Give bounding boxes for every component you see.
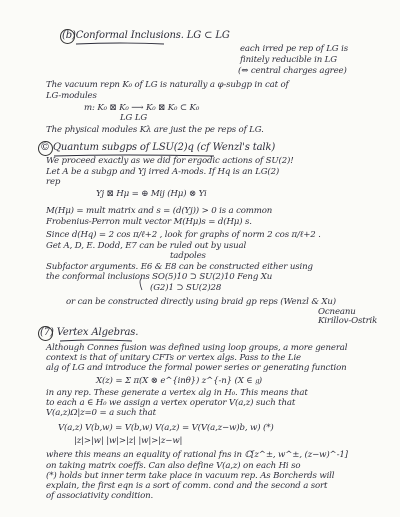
- note-line-21: the conformal inclusions SO(5)10 ⊃ SU(2)10 Feng Xu: [46, 272, 273, 282]
- note-line-27: Although Connes fusion was defined using loop groups, a more general: [46, 343, 348, 353]
- note-line-14: Yj ⊠ Hμ = ⊕ Mij (Hμ) ⊗ Yi: [96, 189, 207, 199]
- note-line-32: to each a ∈ H₀ we assign a vertex operator V(a,z) such that: [46, 398, 296, 408]
- note-line-7: m: K₀ ⊠ K₀ ⟶ K₀ ⊠ K₀ ⊂ K₀: [84, 103, 200, 113]
- note-line-38: (*) holds but inner term take place in vacuum rep. As Borcherds will: [46, 471, 335, 481]
- note-line-19: tadpoles: [170, 251, 206, 261]
- note-line-25: Kirillov-Ostrik: [318, 316, 378, 326]
- note-line-13: rep: [46, 177, 61, 187]
- note-line-1: (b)Conformal Inclusions. LG ⊂ LG: [62, 30, 230, 41]
- note-line-31: in any rep. These generate a vertex alg in H₀. This means that: [46, 388, 308, 398]
- note-line-18: Get A, D, E. Dodd, E7 can be ruled out by usual: [46, 241, 247, 251]
- note-line-15: M(Hμ) = mult matrix and s = (d(Yj)) > 0 is a common: [46, 206, 273, 216]
- note-line-35: |z|>|w| |w|>|z| |w|>|z−w|: [74, 436, 183, 446]
- note-line-5: The vacuum repn K₀ of LG is naturally a φ-subgp in cat of: [46, 80, 289, 90]
- note-line-29: alg of LG and introduce the formal power series or generating function: [46, 363, 347, 373]
- section-c-circle: [38, 141, 53, 156]
- note-line-12: Let A be a subgp and Yj irred A-mods. If Hq is an LG(2): [46, 167, 280, 177]
- note-line-26: (7) Vertex Algebras.: [40, 327, 139, 338]
- note-line-16: Frobenius-Perron mult vector M(Hμ)s = d(Hμ) s.: [46, 217, 252, 227]
- note-line-23: or can be constructed directly using braid gp reps (Wenzl & Xu): [66, 297, 336, 307]
- note-line-11: We proceed exactly as we did for ergodic actions of SU(2)!: [46, 156, 294, 166]
- note-line-39: explain, the first eqn is a sort of comm. cond and the second a sort: [46, 481, 328, 491]
- note-line-8: LG LG: [120, 113, 148, 123]
- note-line-3: finitely reducible in LG: [240, 55, 337, 65]
- note-line-24: Ocneanu: [318, 307, 356, 317]
- note-line-2: each irred pe rep of LG is: [240, 44, 348, 54]
- section-b-circle: [60, 29, 75, 44]
- note-line-22: (G2)1 ⊃ SU(2)28: [150, 283, 222, 293]
- note-line-40: of associativity condition.: [46, 491, 154, 501]
- note-line-37: on taking matrix coeffs. Can also define V(a,z) on each Hi so: [46, 461, 301, 471]
- note-line-28: context is that of unitary CFTs or vertex algs. Pass to the Lie: [46, 353, 301, 363]
- note-line-9: The physical modules Kλ are just the pe reps of LG.: [46, 125, 264, 135]
- note-line-34: V(a,z) V(b,w) = V(b,w) V(a,z) = V(V(a,z−w)b, w) (*): [58, 423, 274, 433]
- note-line-30: X(z) = Σ π(X ⊗ e^{inθ}) z^{-n} (X ∈ 𝔤): [96, 376, 262, 386]
- note-line-17: Since d(Hq) = 2 cos π/ℓ+2 , look for graphs of norm 2 cos π/ℓ+2 .: [46, 230, 321, 240]
- note-line-10: © Quantum subgps of LSU(2)q (cf Wenzl's talk): [40, 142, 276, 153]
- section-7-circle: [38, 326, 53, 341]
- note-line-36: where this means an equality of rational fns in ℂ[z^±, w^±, (z−w)^-1]: [46, 450, 348, 460]
- note-line-20: Subfactor arguments. E6 & E8 can be constructed either using: [46, 262, 313, 272]
- note-line-4: (⇔ central charges agree): [238, 66, 347, 76]
- note-line-6: LG-modules: [46, 91, 97, 101]
- note-line-33: V(a,z)Ω|z=0 = a such that: [46, 408, 156, 418]
